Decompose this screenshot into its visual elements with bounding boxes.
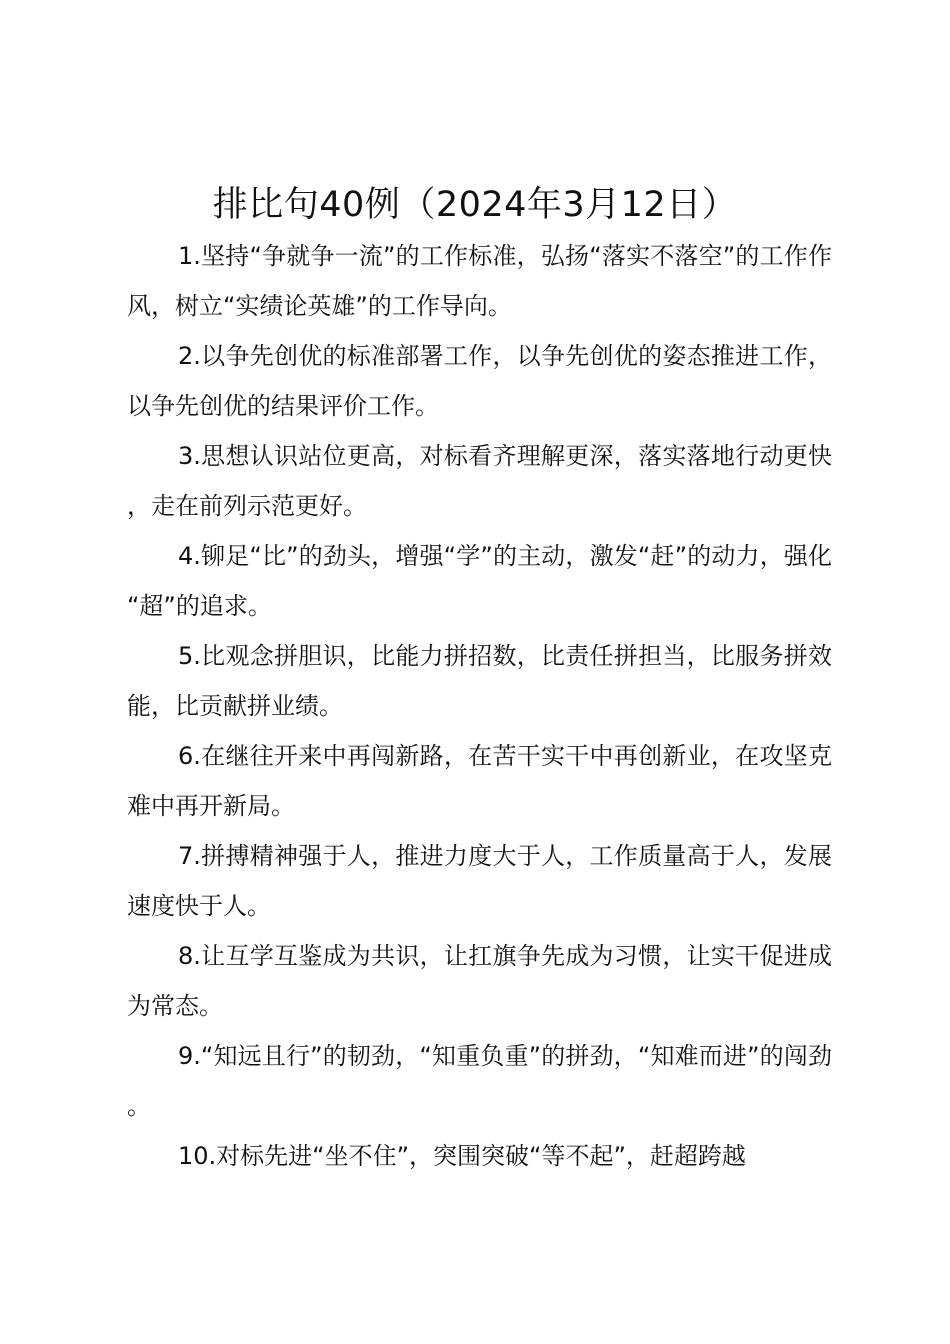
document-title: 排比句40例（2024年3月12日） <box>212 185 738 225</box>
paragraph-2: 2.以争先创优的标准部署工作，以争先创优的姿态推进工作，以争先创优的结果评价工作。 <box>127 342 832 420</box>
paragraph-6: 6.在继往开来中再闯新路，在苦干实干中再创新业，在攻坚克难中再开新局。 <box>127 742 832 820</box>
paragraph-3: 3.思想认识站位更高，对标看齐理解更深，落实落地行动更快，走在前列示范更好。 <box>127 442 832 520</box>
paragraph-4: 4.铆足“比”的劲头，增强“学”的主动，激发“赶”的动力，强化“超”的追求。 <box>127 542 832 620</box>
paragraph-9: 9.“知远且行”的韧劲，“知重负重”的拼劲，“知难而进”的闯劲。 <box>127 1042 832 1120</box>
document-body <box>127 231 832 1181</box>
paragraph-10: 10.对标先进“坐不住”，突围突破“等不起”，赶超跨越 <box>178 1142 746 1170</box>
paragraph-5: 5.比观念拼胆识，比能力拼招数，比责任拼担当，比服务拼效能，比贡献拼业绩。 <box>127 642 832 720</box>
paragraph-8: 8.让互学互鉴成为共识，让扛旗争先成为习惯，让实干促进成为常态。 <box>127 942 832 1020</box>
paragraph-7: 7.拼搏精神强于人，推进力度大于人，工作质量高于人，发展速度快于人。 <box>127 842 832 920</box>
paragraph-1: 1.坚持“争就争一流”的工作标准，弘扬“落实不落空”的工作作风，树立“实绩论英雄”的工作导向。 <box>127 242 832 320</box>
